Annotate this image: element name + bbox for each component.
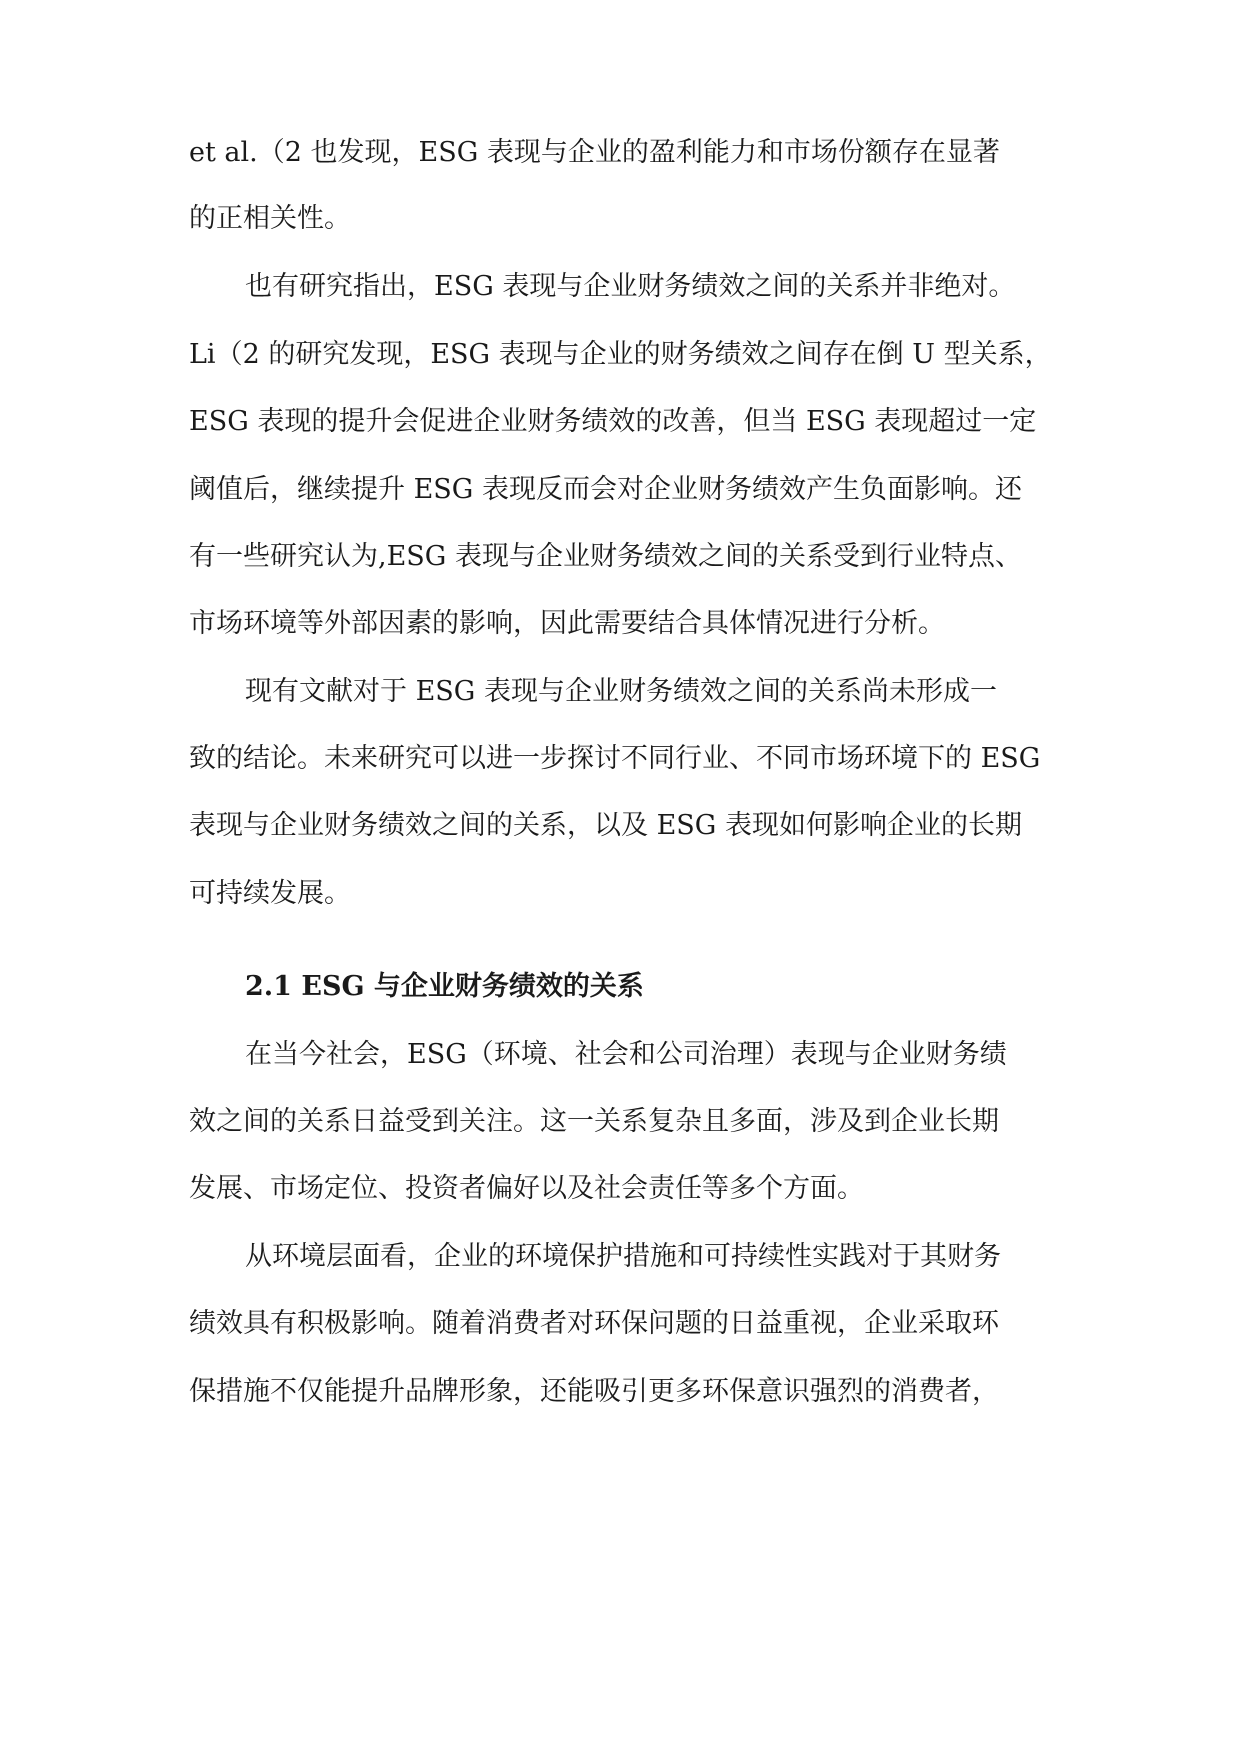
paragraph-2-line-3: ESG 表现的提升会促进企业财务绩效的改善，但当 ESG 表现超过一定: [189, 406, 1037, 437]
paragraph-1-line-1: et al.（2 也发现，ESG 表现与企业的盈利能力和市场份额存在显著: [189, 137, 1000, 168]
paragraph-4-line-2: 效之间的关系日益受到关注。这一关系复杂且多面，涉及到企业长期: [189, 1106, 999, 1137]
paragraph-2-line-1: 也有研究指出，ESG 表现与企业财务绩效之间的关系并非绝对。: [245, 271, 1016, 302]
paragraph-2-line-5: 有一些研究认为,ESG 表现与企业财务绩效之间的关系受到行业特点、: [189, 541, 1022, 572]
paragraph-2-line-2: Li（2 的研究发现，ESG 表现与企业的财务绩效之间存在倒 U 型关系，: [189, 339, 1052, 370]
paragraph-4-line-3: 发展、市场定位、投资者偏好以及社会责任等多个方面。: [189, 1173, 864, 1204]
paragraph-5-line-3: 保措施不仅能提升品牌形象，还能吸引更多环保意识强烈的消费者，: [189, 1376, 999, 1407]
paragraph-3-line-2: 致的结论。未来研究可以进一步探讨不同行业、不同市场环境下的 ESG: [189, 743, 1041, 774]
paragraph-1-line-2: 的正相关性。: [189, 203, 351, 234]
paragraph-3-line-4: 可持续发展。: [189, 878, 351, 909]
paragraph-5-line-2: 绩效具有积极影响。随着消费者对环保问题的日益重视，企业采取环: [189, 1308, 999, 1339]
paragraph-2-line-4: 阈值后，继续提升 ESG 表现反而会对企业财务绩效产生负面影响。还: [189, 474, 1022, 505]
paragraph-3-line-3: 表现与企业财务绩效之间的关系，以及 ESG 表现如何影响企业的长期: [189, 810, 1022, 841]
section-heading: 2.1 ESG 与企业财务绩效的关系: [245, 971, 644, 1002]
paragraph-3-line-1: 现有文献对于 ESG 表现与企业财务绩效之间的关系尚未形成一: [245, 676, 997, 707]
paragraph-5-line-1: 从环境层面看，企业的环境保护措施和可持续性实践对于其财务: [245, 1241, 1001, 1272]
paragraph-4-line-1: 在当今社会，ESG（环境、社会和公司治理）表现与企业财务绩: [245, 1039, 1007, 1070]
paragraph-2-line-6: 市场环境等外部因素的影响，因此需要结合具体情况进行分析。: [189, 608, 945, 639]
